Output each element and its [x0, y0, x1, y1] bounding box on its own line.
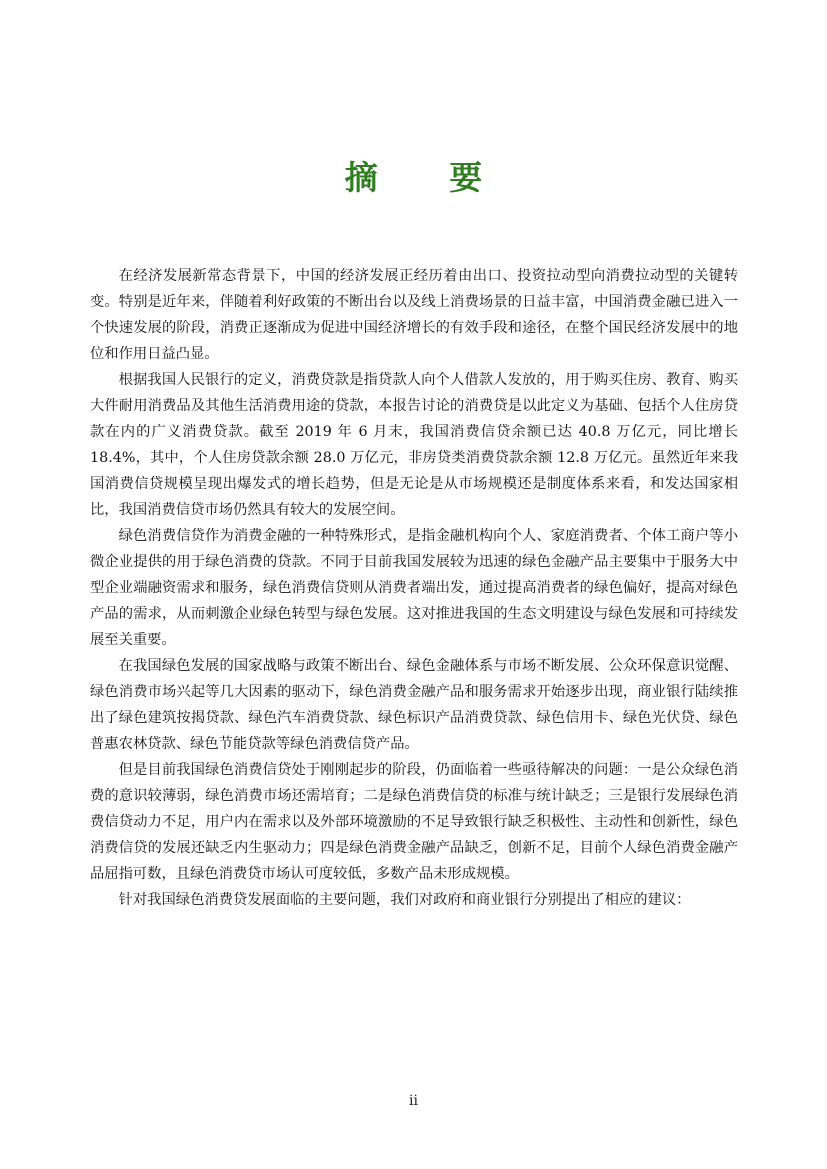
page-number: ii: [409, 1093, 418, 1109]
page-title: 摘 要: [344, 158, 513, 197]
paragraph-5: 但是目前我国绿色消费信贷处于刚刚起步的阶段，仍面临着一些亟待解决的问题：一是公众绿色消费的意识较薄弱，绿色消费市场还需培育；二是绿色消费信贷的标准与统计缺乏；三是银行发展绿色消费信贷动力不足，用户内在需求以及外部环境激励的不足导致银行缺乏积极性、主动性和创新性，绿色消费信贷的发展还缺乏内生驱动力；四是绿色消费金融产品缺乏，创新不足，目前个人绿色消费金融产品屈指可数，且绿色消费贷市场认可度较低，多数产品未形成规模。: [90, 762, 738, 882]
paragraph-3: 绿色消费信贷作为消费金融的一种特殊形式，是指金融机构向个人、家庭消费者、个体工商户等小微企业提供的用于绿色消费的贷款。不同于目前我国发展较为迅速的绿色金融产品主要集中于服务大中型企业端融资需求和服务，绿色消费信贷则从消费者端出发，通过提高消费者的绿色偏好，提高对绿色产品的需求，从而刺激企业绿色转型与绿色发展。这对推进我国的生态文明建设与绿色发展和可持续发展至关重要。: [90, 528, 738, 648]
abstract-body: [90, 263, 738, 913]
paragraph-4: 在我国绿色发展的国家战略与政策不断出台、绿色金融体系与市场不断发展、公众环保意识觉醒、绿色消费市场兴起等几大因素的驱动下，绿色消费金融产品和服务需求开始逐步出现，商业银行陆续推出了绿色建筑按揭贷款、绿色汽车消费贷款、绿色标识产品消费贷款、绿色信用卡、绿色光伏贷、绿色普惠农林贷款、绿色节能贷款等绿色消费信贷产品。: [90, 658, 738, 752]
paragraph-6: 针对我国绿色消费贷发展面临的主要问题，我们对政府和商业银行分别提出了相应的建议：: [118, 892, 691, 908]
paragraph-1: 在经济发展新常态背景下，中国的经济发展正经历着由出口、投资拉动型向消费拉动型的关键转变。特别是近年来，伴随着利好政策的不断出台以及线上消费场景的日益丰富，中国消费金融已进入一个快速发展的阶段，消费正逐渐成为促进中国经济增长的有效手段和途径，在整个国民经济发展中的地位和作用日益凸显。: [90, 268, 738, 362]
paragraph-2: 根据我国人民银行的定义，消费贷款是指贷款人向个人借款人发放的，用于购买住房、教育、购买大件耐用消费品及其他生活消费用途的贷款，本报告讨论的消费贷是以此定义为基础、包括个人住房贷款在内的广义消费贷款。截至 2019 年 6 月末，我国消费信贷余额已达 40.8 万亿元，同比增长 18.4%，其中，个人住房贷款余额 28.0 万亿元，非房贷类消费贷款余额 12.8 万亿元。虽然近年来我国消费信贷规模呈现出爆发式的增长趋势，但是无论是从市场规模还是制度体系来看，和发达国家相比，我国消费信贷市场仍然具有较大的发展空间。: [90, 372, 738, 518]
